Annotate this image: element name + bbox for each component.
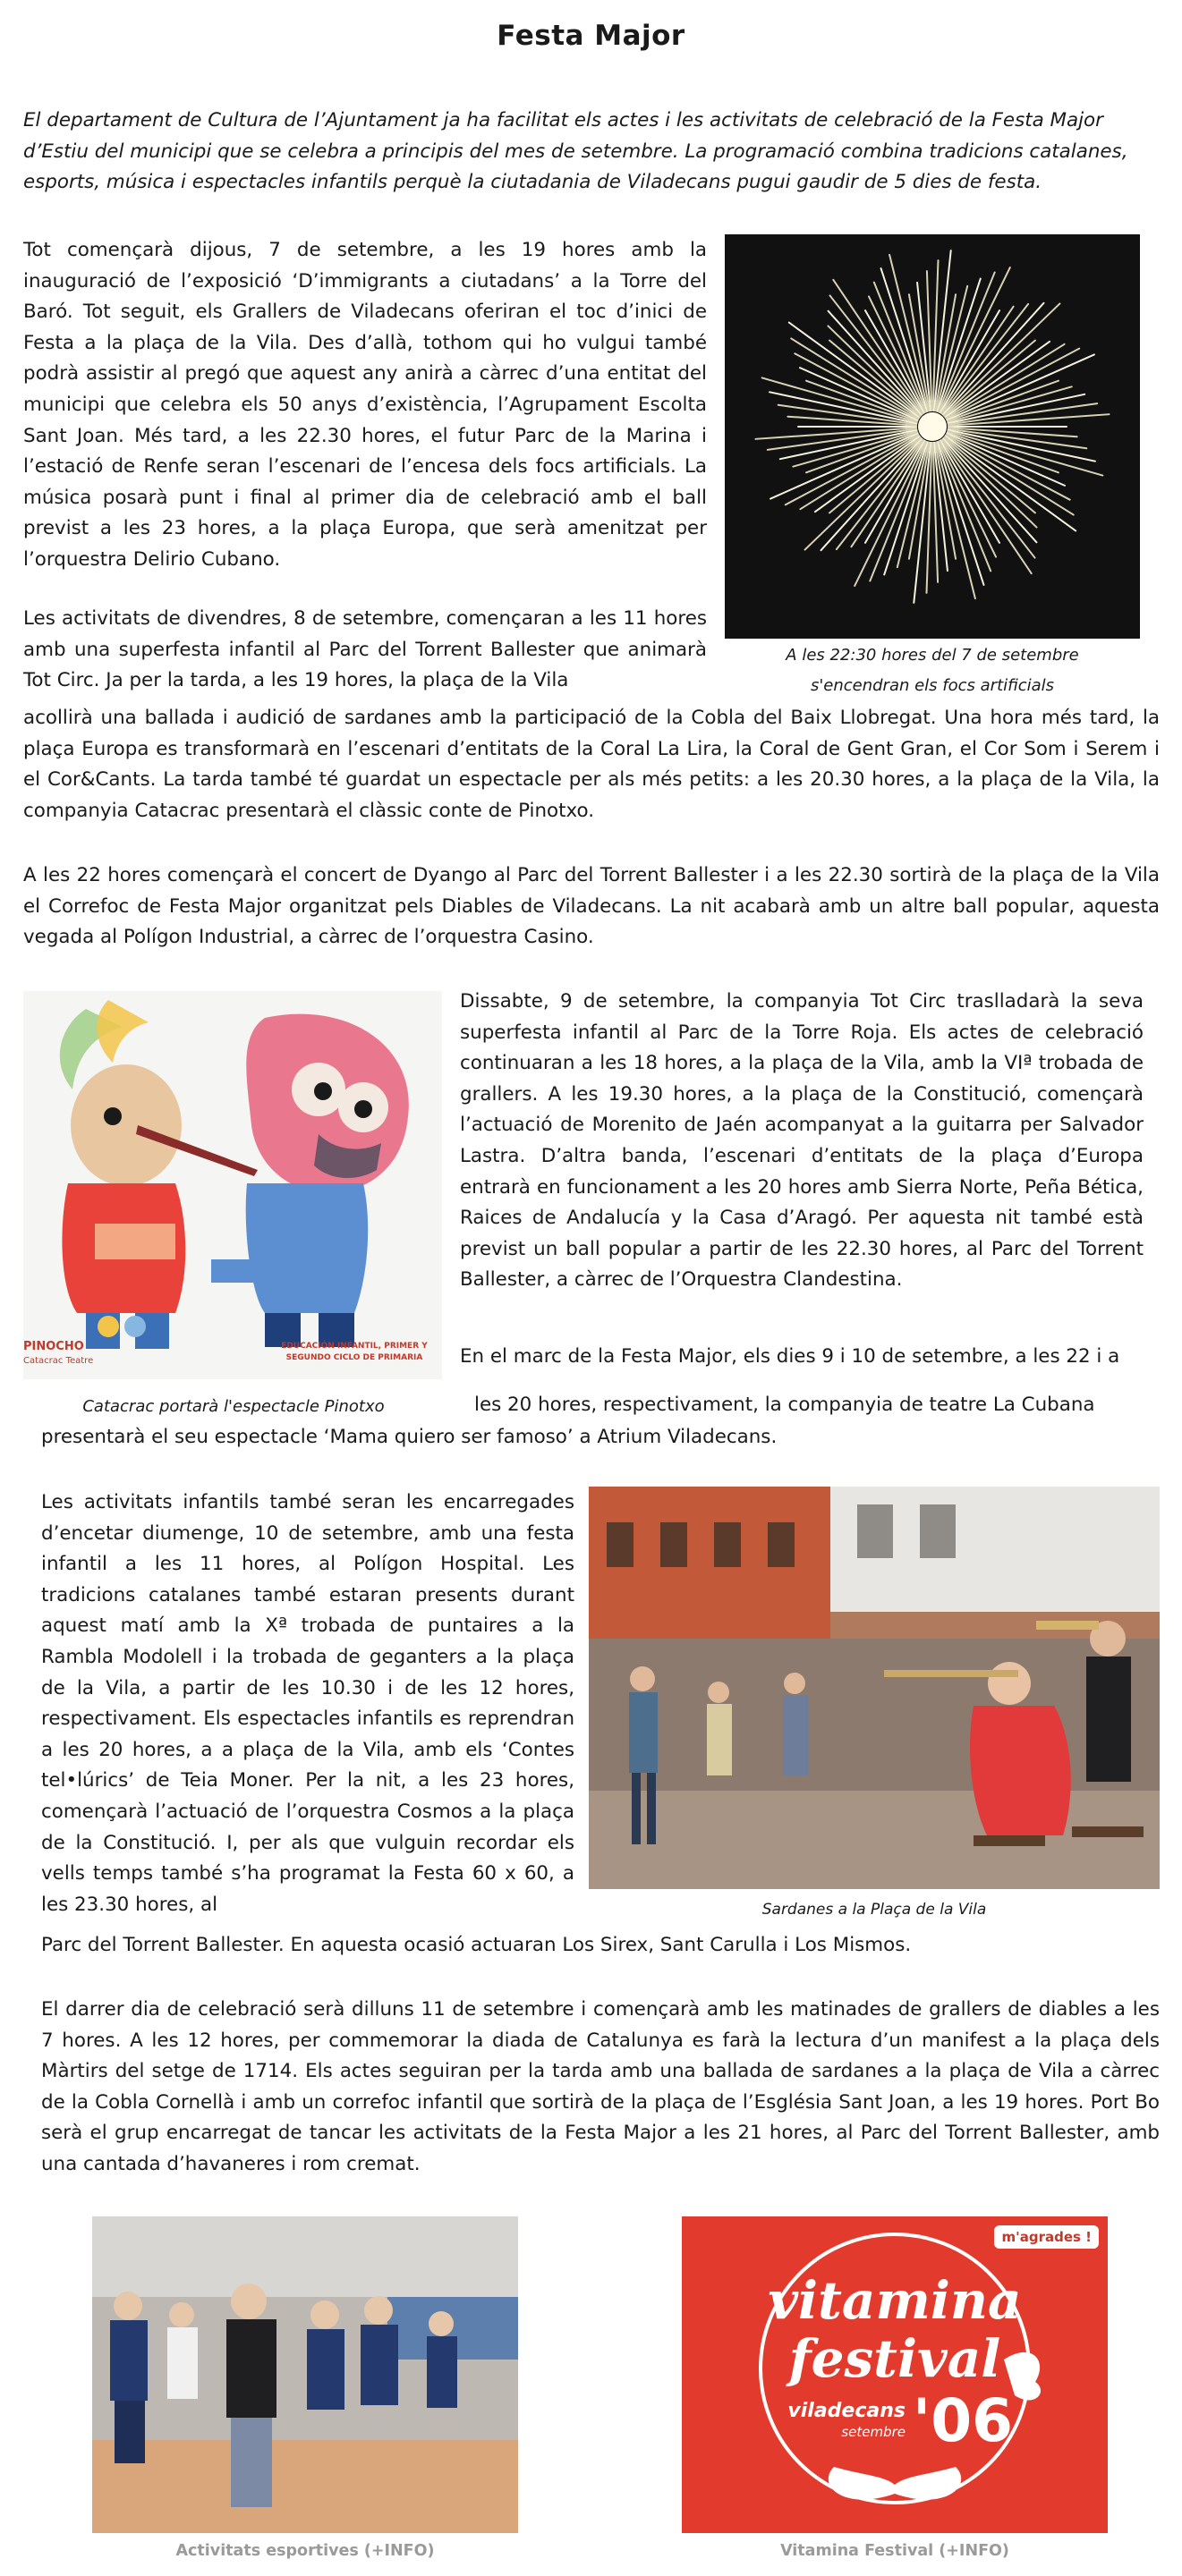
sardanes-scene: [589, 1487, 1160, 1889]
vitamina-link[interactable]: Vitamina Festival (+INFO): [780, 2542, 1009, 2560]
pinocchio-poster-note-1: EDUCACIÓN INFANTIL, PRIMER Y: [281, 1342, 428, 1351]
firework-ray: [869, 296, 925, 411]
vitamina-word1: vitamina: [768, 2270, 1022, 2331]
fireworks-caption-line1: A les 22:30 hores del 7 de setembre: [786, 646, 1079, 665]
paragraph-monday: El darrer dia de celebració serà dilluns 11 de setembre i començarà amb les matinades de grallers de diables a les 7 hores. A les 12 hores, per commemorar la diada de Catalunya es farà la lectura d’un manifest a la plaça dels Màrtirs del setge de 1714. Els actes seguiran per la tarda amb una ballada de sardanes a la plaça de Vila a càrrec de la Cobla Cornellà i amb un correfoc infantil que sortirà de la plaça de l’Església Sant Joan, a les 19 hores. Port Bo serà el grup encarregat de tancar les activitats de la Festa Major a les 21 hores, al Parc del Torrent Ballester, amb una cantada d’havaneres i rom cremat.: [41, 1998, 1160, 2175]
vitamina-year: '06: [913, 2386, 1014, 2455]
vitamina-city: viladecans: [787, 2400, 906, 2422]
pinocchio-poster-note-2: SEGUNDO CICLO DE PRIMARIA: [285, 1353, 423, 1362]
paragraph-saturday: Dissabte, 9 de setembre, la companyia Tot Circ traslladarà la seva superfesta infantil al Parc de la Torre Roja. Els actes de celebració continuaran a les 18 hores, a la plaça de la Vila, amb la VIª trobada de grallers. A les 19.30 hores, a la plaça de la Constitució, començarà l’actuació de Morenito de Jaén acompanyat a la guitarra per Salvador Lastra. D’altra banda, l’escenari d’entitats de la plaça d’Europa entrarà en funcionament a les 20 hores amb Sierra Norte, Peña Bética, Raices de Andalucía y la Casa d’Aragó. Per aquesta nit també està previst un ball popular a partir de les 22.30 hores, al Parc del Torrent Ballester, a càrrec de l’Orquestra Clandestina.: [460, 990, 1144, 1292]
vitamina-month: setembre: [841, 2424, 906, 2440]
firework-ray: [805, 438, 921, 550]
pinocchio-illustration: [23, 991, 442, 1379]
paragraph-friday-start: Les activitats de divendres, 8 de setembre, començaran a les 11 hores amb una superfesta infantil al Parc del Torrent Ballester que animarà Tot Circ. Ja per la tarda, a les 19 hores, la plaça de la Vila: [23, 607, 707, 692]
paragraph-sunday-end: Parc del Torrent Ballester. En aquesta ocasió actuaran Los Sirex, Sant Carulla i Los Mismos.: [41, 1934, 912, 1956]
sports-link[interactable]: Activitats esportives (+INFO): [175, 2542, 435, 2560]
firework-core: [918, 412, 947, 441]
pinocchio-caption: Catacrac portarà l'espectacle Pinotxo: [82, 1397, 385, 1416]
sardanes-caption: Sardanes a la Plaça de la Vila: [761, 1901, 987, 1919]
vitamina-badge: m'agrades !: [994, 2225, 1099, 2249]
firework-ray: [940, 441, 996, 556]
paragraph-sunday: Les activitats infantils també seran les encarregades d’encetar diumenge, 10 de setembre, amb una festa infantil a les 11 hores, al Polígon Hospital. Les tradicions catalanes també estaran presents durant aquest matí amb la Xª trobada de puntaires a la Rambla Modolell i la trobada de geganters a la plaça de la Vila, a partir de les 10.30 i de les 12 hores, respectivament. Els espectacles infantils es reprendran a les 20 hores, a a plaça de la Vila, amb els ‘Contes tel•lúrics’ de Teia Moner. Per la nit, a les 23 hores, començarà l’actuació de l’orquestra Cosmos a la plaça de la Constitució. I, per als que vulguin recordar els vells temps també s’ha programat la Festa 60 x 60, a les 23.30 hores, al: [41, 1491, 574, 1916]
intro-text: El departament de Cultura de l’Ajuntament ja ha facilitat els actes i les activitats de celebració de la Festa Major d’Estiu del municipi que se celebra a principis del mes de setembre. La programació combina tradicions catalanes, esports, música i espectacles infantils perquè la ciutadania de Viladecans pugui gaudir de 5 dies de festa.: [23, 109, 1128, 193]
pinocchio-poster-title: PINOCHO: [23, 1340, 84, 1353]
fireworks-graphic: [725, 234, 1140, 639]
sardanes-photo: [589, 1487, 1160, 1889]
paragraph-cubana-1: En el marc de la Festa Major, els dies 9 i 10 de setembre, a les 22 i a: [460, 1345, 1120, 1368]
pinocchio-poster-sub: Catacrac Teatre: [23, 1356, 94, 1366]
firework-ray: [944, 303, 1059, 415]
fireworks-image: [725, 234, 1140, 639]
vitamina-poster[interactable]: [682, 2216, 1108, 2533]
paragraph-thursday: Tot començarà dijous, 7 de setembre, a les 19 hores amb la inauguració de l’exposició ‘D’immigrants a ciutadans’ a la Torre del Baró. Tot seguit, els Grallers de Viladecans oferiran el toc d’inici de Festa a la plaça de la Vila. Des d’allà, tothom qui ho vulgui també podrà assistir al pregó que aquest any anirà a càrrec d’una entitat del municipi que celebra els 50 anys d’existència, l’Agrupament Escolta Sant Joan. Més tard, a les 22.30 hores, el futur Parc de la Marina i l’estació de Renfe seran l’escenari de l’encesa dels focs artificials. La música posarà punt i final al primer dia de celebració amb el ball previst a les 23 hores, a la plaça Europa, que serà amenitzat per l’orquestra Delirio Cubano.: [23, 239, 707, 571]
pinocchio-poster: [23, 991, 442, 1379]
sports-scene: [92, 2216, 518, 2533]
paragraph-cubana-3: presentarà el seu espectacle ‘Mama quiero ser famoso’ a Atrium Viladecans.: [41, 1426, 778, 1448]
paragraph-cubana-2: les 20 hores, respectivament, la companyia de teatre La Cubana: [474, 1394, 1095, 1416]
fireworks-caption-line2: s'encendran els focs artificials: [810, 676, 1055, 695]
vitamina-word2: festival: [788, 2328, 1001, 2389]
paragraph-friday-night: A les 22 hores començarà el concert de Dyango al Parc del Torrent Ballester i a les 22.30 sortirà de la plaça de la Vila el Correfoc de Festa Major organitzat pels Diables de Viladecans. La nit acabarà amb un altre ball popular, aquesta vegada al Polígon Industrial, a càrrec de l’orquestra Casino.: [23, 864, 1160, 949]
sports-photo[interactable]: [92, 2216, 518, 2533]
page-title: Festa Major: [497, 20, 685, 52]
paragraph-friday-rest: acollirà una ballada i audició de sardanes amb la participació de la Cobla del Baix Llobregat. Una hora més tard, la plaça Europa es transformarà en l’escenari d’entitats de la Coral La Lira, la Coral de Gent Gran, el Cor Som i Serem i el Cor&Cants. La tarda també té guardat un espectacle per als més petits: a les 20.30 hores, a la plaça de la Vila, la companyia Catacrac presentarà el clàssic conte de Pinotxo.: [23, 707, 1160, 822]
